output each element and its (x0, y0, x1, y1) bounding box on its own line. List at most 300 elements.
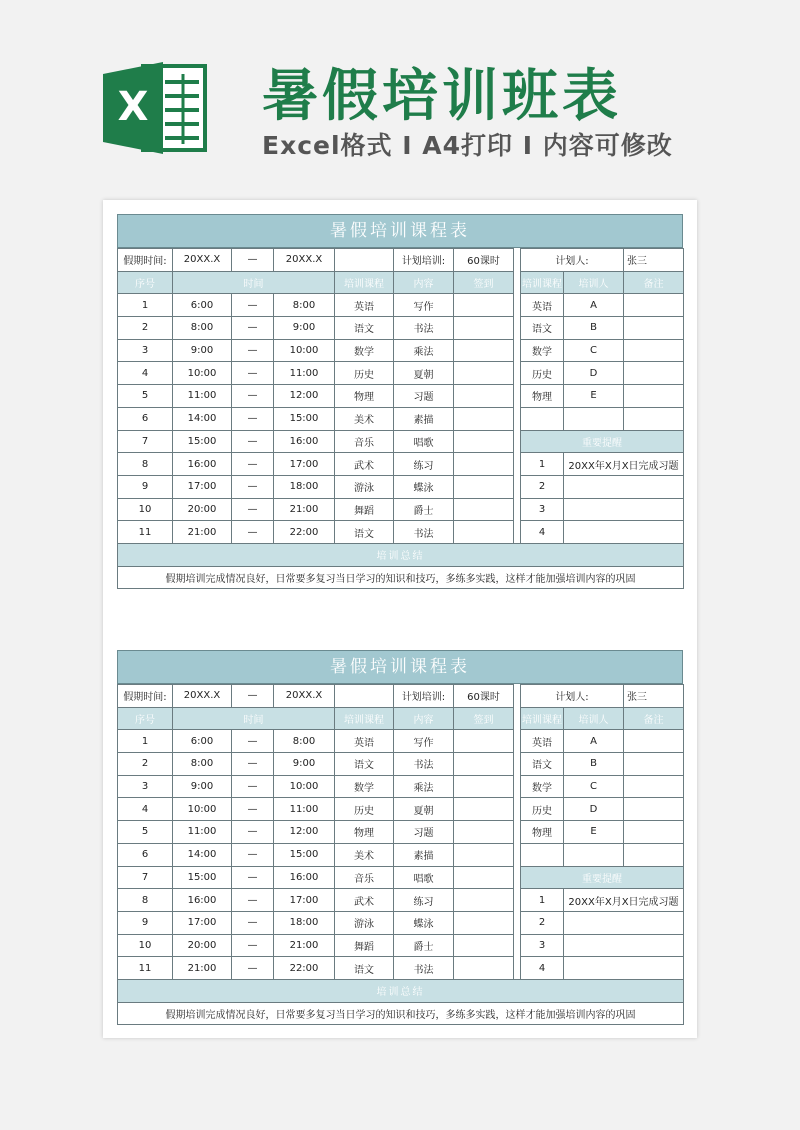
row-dash: — (232, 430, 274, 453)
trainer-note[interactable] (624, 339, 684, 362)
table-row (118, 498, 684, 521)
col-header-r-note: 备注 (624, 707, 684, 730)
trainer-note[interactable] (624, 385, 684, 408)
table-row (118, 911, 684, 934)
col-header-course: 培训课程 (335, 707, 394, 730)
planner-label: 计划人: (521, 685, 624, 708)
row-no: 3 (118, 775, 173, 798)
row-dash: — (232, 775, 274, 798)
reminder-text[interactable] (564, 498, 684, 521)
trainer-course[interactable]: 语文 (521, 753, 564, 776)
row-content[interactable]: 写作 (394, 294, 454, 317)
col-header-r-course: 培训课程 (521, 707, 564, 730)
row-course[interactable]: 舞蹈 (335, 934, 394, 957)
row-dash: — (232, 475, 274, 498)
page-header (0, 0, 800, 200)
trainer-name[interactable]: A (564, 294, 624, 317)
row-no: 5 (118, 385, 173, 408)
gap-cell (514, 362, 521, 385)
table-row (118, 798, 684, 821)
row-start-time[interactable]: 20:00 (173, 498, 232, 521)
row-start-time[interactable]: 21:00 (173, 957, 232, 980)
row-no: 11 (118, 521, 173, 544)
trainer-name[interactable]: D (564, 798, 624, 821)
gap-cell (514, 866, 521, 889)
row-end-time[interactable]: 11:00 (274, 362, 335, 385)
row-no: 3 (118, 339, 173, 362)
row-content[interactable]: 习题 (394, 385, 454, 408)
gap-cell (514, 798, 521, 821)
row-end-time[interactable]: 8:00 (274, 294, 335, 317)
row-dash: — (232, 339, 274, 362)
row-sign[interactable] (454, 317, 514, 340)
row-content[interactable]: 书法 (394, 521, 454, 544)
reminder-no: 1 (521, 453, 564, 476)
row-end-time[interactable]: 10:00 (274, 775, 335, 798)
row-course[interactable]: 游泳 (335, 475, 394, 498)
table-row (118, 430, 684, 453)
trainer-empty[interactable] (564, 407, 624, 430)
gap-cell (514, 685, 521, 708)
row-end-time[interactable]: 21:00 (274, 498, 335, 521)
row-course[interactable]: 美术 (335, 407, 394, 430)
planner-value[interactable]: 张三 (624, 685, 684, 708)
row-sign[interactable] (454, 911, 514, 934)
row-dash: — (232, 498, 274, 521)
row-content[interactable]: 乘法 (394, 339, 454, 362)
reminder-text[interactable] (564, 521, 684, 544)
reminder-text[interactable] (564, 957, 684, 980)
row-course[interactable]: 语文 (335, 521, 394, 544)
row-start-time[interactable]: 10:00 (173, 362, 232, 385)
row-no: 9 (118, 475, 173, 498)
trainer-empty[interactable] (521, 843, 564, 866)
trainer-empty[interactable] (564, 843, 624, 866)
trainer-course[interactable]: 语文 (521, 317, 564, 340)
gap-cell (514, 294, 521, 317)
row-start-time[interactable]: 11:00 (173, 385, 232, 408)
table-row (118, 957, 684, 980)
row-dash: — (232, 730, 274, 753)
gap-cell (514, 957, 521, 980)
row-sign[interactable] (454, 821, 514, 844)
reminder-text[interactable]: 20XX年X月X日完成习题 (564, 889, 684, 912)
row-content[interactable]: 蝶泳 (394, 911, 454, 934)
row-dash: — (232, 521, 274, 544)
trainer-note[interactable] (624, 821, 684, 844)
row-sign[interactable] (454, 753, 514, 776)
row-start-time[interactable]: 17:00 (173, 475, 232, 498)
gap-cell (514, 730, 521, 753)
row-start-time[interactable]: 17:00 (173, 911, 232, 934)
row-content[interactable]: 书法 (394, 753, 454, 776)
table-row (118, 339, 684, 362)
row-content[interactable]: 唱歌 (394, 430, 454, 453)
period-end[interactable]: 20XX.X (274, 249, 335, 272)
row-content[interactable]: 练习 (394, 453, 454, 476)
table-row (118, 475, 684, 498)
trainer-name[interactable]: E (564, 385, 624, 408)
plan-value[interactable]: 60课时 (454, 249, 514, 272)
col-header-content: 内容 (394, 271, 454, 294)
row-end-time[interactable]: 10:00 (274, 339, 335, 362)
period-dash: — (232, 249, 274, 272)
row-no: 11 (118, 957, 173, 980)
row-no: 8 (118, 889, 173, 912)
row-end-time[interactable]: 9:00 (274, 753, 335, 776)
gap-cell (514, 249, 521, 272)
table-row (118, 866, 684, 889)
gap-cell (514, 821, 521, 844)
trainer-empty[interactable] (624, 843, 684, 866)
row-content[interactable]: 蝶泳 (394, 475, 454, 498)
row-end-time[interactable]: 16:00 (274, 866, 335, 889)
reminder-header: 重要提醒 (521, 430, 684, 453)
row-course[interactable]: 武术 (335, 889, 394, 912)
row-start-time[interactable]: 8:00 (173, 753, 232, 776)
table-row (118, 385, 684, 408)
col-header-sign: 签到 (454, 271, 514, 294)
table-row (118, 521, 684, 544)
row-start-time[interactable]: 14:00 (173, 843, 232, 866)
table-row (118, 317, 684, 340)
row-dash: — (232, 957, 274, 980)
gap-cell (514, 753, 521, 776)
trainer-name[interactable]: A (564, 730, 624, 753)
trainer-empty[interactable] (521, 407, 564, 430)
trainer-course[interactable]: 历史 (521, 362, 564, 385)
row-course[interactable]: 数学 (335, 775, 394, 798)
row-sign[interactable] (454, 385, 514, 408)
row-start-time[interactable]: 16:00 (173, 889, 232, 912)
row-no: 10 (118, 934, 173, 957)
gap-cell (514, 453, 521, 476)
row-no: 7 (118, 866, 173, 889)
row-course[interactable]: 武术 (335, 453, 394, 476)
row-sign[interactable] (454, 866, 514, 889)
row-sign[interactable] (454, 730, 514, 753)
schedule-table (117, 684, 684, 1025)
row-course[interactable]: 英语 (335, 730, 394, 753)
summary-header-row (118, 543, 684, 566)
col-header-time: 时间 (173, 271, 335, 294)
row-content[interactable]: 爵士 (394, 934, 454, 957)
trainer-course[interactable]: 物理 (521, 385, 564, 408)
row-end-time[interactable]: 8:00 (274, 730, 335, 753)
reminder-no: 3 (521, 498, 564, 521)
trainer-course[interactable]: 数学 (521, 339, 564, 362)
table-row (118, 730, 684, 753)
schedule-sheet-1 (117, 214, 683, 590)
trainer-note[interactable] (624, 317, 684, 340)
row-start-time[interactable]: 15:00 (173, 430, 232, 453)
table-row (118, 407, 684, 430)
row-end-time[interactable]: 18:00 (274, 475, 335, 498)
trainer-name[interactable]: C (564, 775, 624, 798)
row-start-time[interactable]: 11:00 (173, 821, 232, 844)
row-sign[interactable] (454, 475, 514, 498)
row-content[interactable]: 唱歌 (394, 866, 454, 889)
row-sign[interactable] (454, 521, 514, 544)
summary-header: 培训总结 (118, 543, 684, 566)
sheet-title: 暑假培训课程表 (117, 214, 683, 248)
row-sign[interactable] (454, 430, 514, 453)
row-start-time[interactable]: 15:00 (173, 866, 232, 889)
row-sign[interactable] (454, 294, 514, 317)
row-start-time[interactable]: 20:00 (173, 934, 232, 957)
row-no: 8 (118, 453, 173, 476)
trainer-course[interactable]: 物理 (521, 821, 564, 844)
row-start-time[interactable]: 9:00 (173, 775, 232, 798)
period-label: 假期时间: (118, 685, 173, 708)
row-start-time[interactable]: 10:00 (173, 798, 232, 821)
row-end-time[interactable]: 15:00 (274, 843, 335, 866)
row-start-time[interactable]: 16:00 (173, 453, 232, 476)
gap-cell (514, 889, 521, 912)
trainer-name[interactable]: B (564, 317, 624, 340)
col-header-no: 序号 (118, 271, 173, 294)
row-sign[interactable] (454, 339, 514, 362)
gap-cell (514, 775, 521, 798)
period-start[interactable]: 20XX.X (173, 685, 232, 708)
row-end-time[interactable]: 21:00 (274, 934, 335, 957)
row-start-time[interactable]: 21:00 (173, 521, 232, 544)
sheet-title: 暑假培训课程表 (117, 650, 683, 684)
gap-cell (514, 911, 521, 934)
row-end-time[interactable]: 18:00 (274, 911, 335, 934)
row-course[interactable]: 美术 (335, 843, 394, 866)
gap-cell (514, 475, 521, 498)
reminder-no: 2 (521, 911, 564, 934)
table-row (118, 362, 684, 385)
gap-cell (514, 843, 521, 866)
row-course[interactable]: 物理 (335, 385, 394, 408)
col-header-r-trainer: 培训人 (564, 271, 624, 294)
trainer-note[interactable] (624, 730, 684, 753)
row-dash: — (232, 798, 274, 821)
plan-label: 计划培训: (394, 685, 454, 708)
trainer-note[interactable] (624, 753, 684, 776)
row-sign[interactable] (454, 798, 514, 821)
reminder-no: 4 (521, 521, 564, 544)
trainer-name[interactable]: D (564, 362, 624, 385)
row-content[interactable]: 书法 (394, 957, 454, 980)
row-start-time[interactable]: 14:00 (173, 407, 232, 430)
row-dash: — (232, 453, 274, 476)
row-no: 2 (118, 317, 173, 340)
row-sign[interactable] (454, 957, 514, 980)
row-end-time[interactable]: 16:00 (274, 430, 335, 453)
row-course[interactable]: 舞蹈 (335, 498, 394, 521)
trainer-note[interactable] (624, 362, 684, 385)
row-end-time[interactable]: 22:00 (274, 521, 335, 544)
trainer-course[interactable]: 英语 (521, 294, 564, 317)
row-sign[interactable] (454, 498, 514, 521)
row-course[interactable]: 英语 (335, 294, 394, 317)
gap-cell (514, 339, 521, 362)
row-course[interactable]: 音乐 (335, 866, 394, 889)
reminder-text[interactable]: 20XX年X月X日完成习题 (564, 453, 684, 476)
reminder-text[interactable] (564, 475, 684, 498)
row-start-time[interactable]: 6:00 (173, 294, 232, 317)
gap-cell (514, 385, 521, 408)
row-course[interactable]: 语文 (335, 317, 394, 340)
row-end-time[interactable]: 17:00 (274, 889, 335, 912)
row-no: 4 (118, 798, 173, 821)
trainer-name[interactable]: B (564, 753, 624, 776)
row-end-time[interactable]: 12:00 (274, 385, 335, 408)
row-content[interactable]: 夏朝 (394, 362, 454, 385)
trainer-course[interactable]: 历史 (521, 798, 564, 821)
schedule-sheet-2 (117, 650, 683, 1026)
row-no: 4 (118, 362, 173, 385)
row-sign[interactable] (454, 362, 514, 385)
gap-cell (514, 498, 521, 521)
row-course[interactable]: 数学 (335, 339, 394, 362)
row-end-time[interactable]: 11:00 (274, 798, 335, 821)
trainer-course[interactable]: 数学 (521, 775, 564, 798)
table-row (118, 294, 684, 317)
row-content[interactable]: 乘法 (394, 775, 454, 798)
col-header-r-course: 培训课程 (521, 271, 564, 294)
row-end-time[interactable]: 12:00 (274, 821, 335, 844)
row-course[interactable]: 历史 (335, 798, 394, 821)
trainer-note[interactable] (624, 798, 684, 821)
page-subtitle: Excel格式 I A4打印 I 内容可修改 (262, 131, 673, 160)
row-course[interactable]: 语文 (335, 753, 394, 776)
reminder-text[interactable] (564, 934, 684, 957)
period-end[interactable]: 20XX.X (274, 685, 335, 708)
plan-label: 计划培训: (394, 249, 454, 272)
table-row (118, 843, 684, 866)
row-end-time[interactable]: 22:00 (274, 957, 335, 980)
row-content[interactable]: 爵士 (394, 498, 454, 521)
col-header-no: 序号 (118, 707, 173, 730)
col-header-sign: 签到 (454, 707, 514, 730)
row-no: 10 (118, 498, 173, 521)
gap-cell (514, 521, 521, 544)
row-dash: — (232, 753, 274, 776)
reminder-no: 4 (521, 957, 564, 980)
row-end-time[interactable]: 17:00 (274, 453, 335, 476)
reminder-no: 1 (521, 889, 564, 912)
row-content[interactable]: 练习 (394, 889, 454, 912)
row-dash: — (232, 362, 274, 385)
header-row (118, 271, 684, 294)
row-course[interactable]: 历史 (335, 362, 394, 385)
row-sign[interactable] (454, 889, 514, 912)
trainer-name[interactable]: E (564, 821, 624, 844)
row-end-time[interactable]: 9:00 (274, 317, 335, 340)
row-start-time[interactable]: 6:00 (173, 730, 232, 753)
row-no: 5 (118, 821, 173, 844)
col-header-course: 培训课程 (335, 271, 394, 294)
summary-text[interactable]: 假期培训完成情况良好，日常要多复习当日学习的知识和技巧，多练多实践，这样才能加强培训内容的巩固 (118, 566, 684, 589)
svg-text:X: X (117, 84, 149, 130)
row-sign[interactable] (454, 843, 514, 866)
reminder-text[interactable] (564, 911, 684, 934)
table-row (118, 889, 684, 912)
gap-cell (514, 407, 521, 430)
summary-row (118, 566, 684, 589)
empty-cell[interactable] (335, 249, 394, 272)
row-end-time[interactable]: 15:00 (274, 407, 335, 430)
info-row (118, 685, 684, 708)
page-title: 暑假培训班表 (262, 64, 622, 129)
trainer-note[interactable] (624, 294, 684, 317)
row-content[interactable]: 素描 (394, 407, 454, 430)
trainer-note[interactable] (624, 775, 684, 798)
col-header-time: 时间 (173, 707, 335, 730)
row-dash: — (232, 866, 274, 889)
row-course[interactable]: 音乐 (335, 430, 394, 453)
trainer-course[interactable]: 英语 (521, 730, 564, 753)
col-header-content: 内容 (394, 707, 454, 730)
trainer-name[interactable]: C (564, 339, 624, 362)
period-start[interactable]: 20XX.X (173, 249, 232, 272)
row-dash: — (232, 821, 274, 844)
row-course[interactable]: 物理 (335, 821, 394, 844)
empty-cell[interactable] (335, 685, 394, 708)
table-row (118, 453, 684, 476)
planner-value[interactable]: 张三 (624, 249, 684, 272)
gap-cell (514, 317, 521, 340)
row-dash: — (232, 934, 274, 957)
reminder-header: 重要提醒 (521, 866, 684, 889)
row-dash: — (232, 407, 274, 430)
gap-cell (514, 707, 521, 730)
row-dash: — (232, 385, 274, 408)
row-dash: — (232, 294, 274, 317)
trainer-empty[interactable] (624, 407, 684, 430)
excel-logo-icon (103, 62, 209, 154)
row-course[interactable]: 语文 (335, 957, 394, 980)
reminder-no: 3 (521, 934, 564, 957)
row-start-time[interactable]: 9:00 (173, 339, 232, 362)
row-no: 2 (118, 753, 173, 776)
row-content[interactable]: 习题 (394, 821, 454, 844)
row-dash: — (232, 911, 274, 934)
row-content[interactable]: 素描 (394, 843, 454, 866)
row-sign[interactable] (454, 407, 514, 430)
summary-text[interactable]: 假期培训完成情况良好，日常要多复习当日学习的知识和技巧，多练多实践，这样才能加强培训内容的巩固 (118, 1002, 684, 1025)
row-dash: — (232, 889, 274, 912)
schedule-table (117, 248, 684, 589)
row-content[interactable]: 夏朝 (394, 798, 454, 821)
summary-header-row (118, 979, 684, 1002)
col-header-r-trainer: 培训人 (564, 707, 624, 730)
row-no: 6 (118, 843, 173, 866)
row-content[interactable]: 写作 (394, 730, 454, 753)
row-no: 1 (118, 730, 173, 753)
row-no: 7 (118, 430, 173, 453)
row-content[interactable]: 书法 (394, 317, 454, 340)
row-course[interactable]: 游泳 (335, 911, 394, 934)
row-sign[interactable] (454, 453, 514, 476)
row-no: 9 (118, 911, 173, 934)
info-row (118, 249, 684, 272)
table-row (118, 775, 684, 798)
planner-label: 计划人: (521, 249, 624, 272)
summary-row (118, 1002, 684, 1025)
gap-cell (514, 934, 521, 957)
row-dash: — (232, 843, 274, 866)
row-sign[interactable] (454, 775, 514, 798)
col-header-r-note: 备注 (624, 271, 684, 294)
row-start-time[interactable]: 8:00 (173, 317, 232, 340)
row-sign[interactable] (454, 934, 514, 957)
plan-value[interactable]: 60课时 (454, 685, 514, 708)
